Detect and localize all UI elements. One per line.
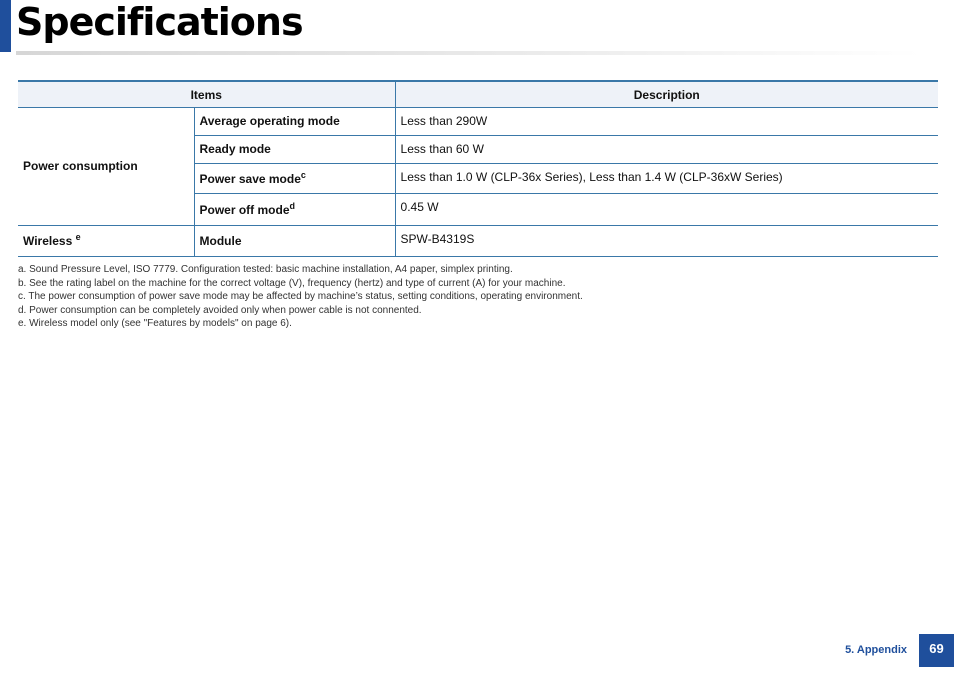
group-power-consumption: Power consumption bbox=[18, 108, 194, 226]
title-divider bbox=[16, 51, 921, 55]
group-wireless bbox=[18, 226, 194, 257]
page-number-badge: 69 bbox=[919, 634, 954, 667]
footnote-a: a. Sound Pressure Level, ISO 7779. Configuration tested: basic machine installation, A4 paper, simplex printing. bbox=[18, 264, 513, 275]
header-description: Description bbox=[395, 81, 938, 108]
table-row bbox=[18, 108, 938, 136]
desc-module: SPW-B4319S bbox=[395, 226, 938, 257]
group-wireless-label: Wireless bbox=[23, 233, 76, 248]
table-row bbox=[18, 226, 938, 257]
page-title: Specifications bbox=[16, 0, 303, 44]
item-ready-mode: Ready mode bbox=[194, 136, 395, 164]
table-header-row bbox=[18, 81, 938, 108]
item-module: Module bbox=[194, 226, 395, 257]
item-power-save-mode bbox=[194, 164, 395, 194]
item-power-off-mode bbox=[194, 194, 395, 226]
item-average-operating-mode: Average operating mode bbox=[194, 108, 395, 136]
footnote-ref-d: d bbox=[289, 201, 296, 211]
footnote-e: e. Wireless model only (see "Features by models" on page 6). bbox=[18, 318, 292, 329]
footnote-d: d. Power consumption can be completely avoided only when power cable is not connented. bbox=[18, 304, 422, 316]
footnotes bbox=[18, 263, 583, 331]
desc-average-operating-mode: Less than 290W bbox=[395, 108, 938, 136]
specifications-table bbox=[18, 80, 938, 257]
footnote-ref-c: c bbox=[300, 170, 306, 180]
item-power-off-mode-label: Power off mode bbox=[199, 203, 290, 217]
item-power-save-mode-label: Power save mode bbox=[199, 172, 301, 186]
desc-power-save-mode: Less than 1.0 W (CLP-36x Series), Less than 1.4 W (CLP-36xW Series) bbox=[395, 164, 938, 194]
desc-power-off-mode: 0.45 W bbox=[395, 194, 938, 226]
desc-ready-mode: Less than 60 W bbox=[395, 136, 938, 164]
footnote-c: c. The power consumption of power save mode may be affected by machine’s status, setting conditions, operating environment. bbox=[18, 291, 583, 302]
footnote-b: b. See the rating label on the machine for the correct voltage (V), frequency (hertz) and type of current (A) for your machine. bbox=[18, 277, 566, 289]
header-items: Items bbox=[18, 81, 395, 108]
title-accent-bar bbox=[0, 0, 11, 52]
footer-section-label: 5. Appendix bbox=[845, 644, 907, 656]
footnote-ref-e: e bbox=[75, 231, 81, 242]
